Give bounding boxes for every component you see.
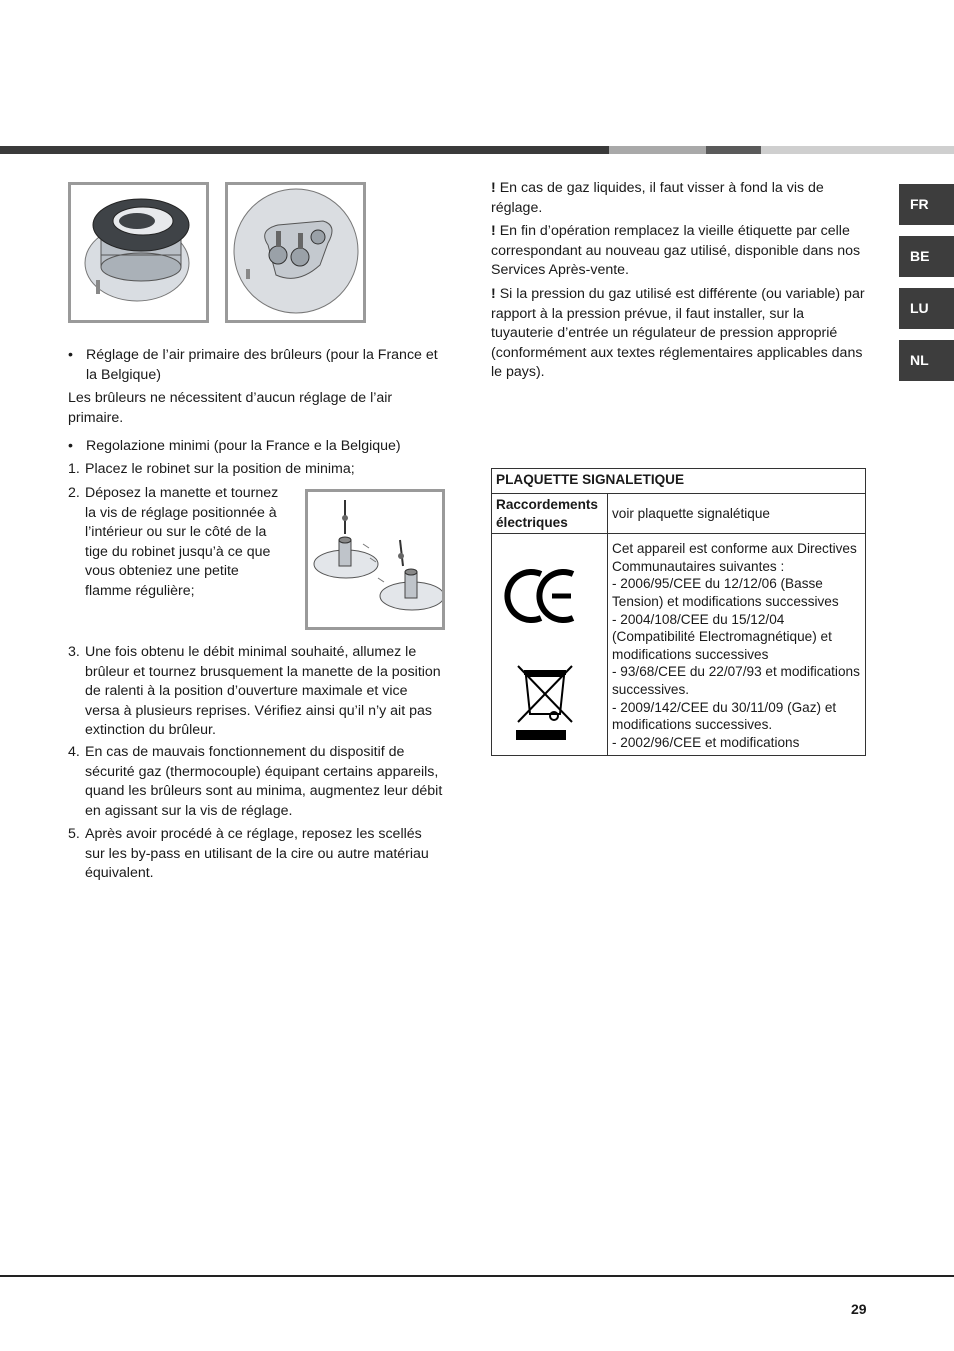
step-5-number: 5.	[68, 826, 80, 842]
table-title: PLAQUETTE SIGNALETIQUE	[492, 469, 866, 494]
lang-tab-fr[interactable]: FR	[899, 184, 954, 225]
step-3-text: Une fois obtenu le débit minimal souhaité, allumez le brûleur et tournez brusquement la manette de la position de ralenti à la position d’ouverture maximale et vice versa à plusieurs reprises. Vérifiez ainsi qu’il n’y ait pas extinction du brûleur.	[85, 644, 441, 738]
directive-item: - 2006/95/CEE du 12/12/06 (Basse Tension) et modifications successives	[612, 576, 839, 609]
warning-mark: !	[491, 180, 496, 196]
note-liquid-gas	[491, 179, 867, 218]
lang-tab-lu[interactable]: LU	[899, 288, 954, 329]
step-1-number: 1.	[68, 461, 80, 477]
ce-mark-icon	[496, 536, 603, 748]
step-2-number: 2.	[68, 485, 80, 501]
step-5-text: Après avoir procédé à ce réglage, reposez les scellés sur les by-pass en utilisant de la cire ou autre matériau équivalent.	[85, 826, 429, 881]
note-label	[491, 222, 867, 281]
weee-bin-icon	[516, 666, 572, 740]
step-4-text: En cas de mauvais fonctionnement du dispositif de sécurité gaz (thermocouple) équipant certains appareils, quand les brûleurs sont au minima, augmentez leur débit en agissant sur la vis de réglage.	[85, 744, 443, 819]
para-no-adjust: Les brûleurs ne nécessitent d’aucun réglage de l’air primaire.	[68, 390, 393, 426]
directive-item: - 2009/142/CEE du 30/11/09 (Gaz) et modifications successives.	[612, 699, 837, 733]
rating-plate-table	[491, 468, 866, 756]
note-pressure-text: Si la pression du gaz utilisé est différente (ou variable) par rapport à la pression prévue, il faut installer, sur la tuyauterie d’entrée un régulateur de pression approprié (conformément aux textes réglementaires applicables dans le pays).	[491, 286, 865, 380]
page-number: 29	[851, 1301, 867, 1317]
lang-tab-be[interactable]: BE	[899, 236, 954, 277]
warning-mark: !	[491, 223, 496, 239]
step-1	[68, 460, 444, 480]
bullet-minimi: • Regolazione minimi (pour la France e la Belgique)	[68, 437, 444, 457]
step-3	[68, 643, 444, 741]
step-5	[68, 825, 444, 884]
burner-illustration	[68, 182, 209, 323]
valve-adjustment-illustration	[305, 489, 445, 630]
directive-item: - 93/68/CEE du 22/07/93 et modifications successives.	[612, 664, 860, 697]
bullet-air-primaire: • Réglage de l’air primaire des brûleurs (pour la France et la Belgique)	[68, 346, 444, 385]
symbols-cell	[492, 534, 608, 756]
step-2-text: Déposez la manette et tournez la vis de réglage positionnée à l’intérieur ou sur le côté de la tige du robinet jusqu’à ce que vous obteniez une petite flamme régulière;	[85, 485, 279, 599]
note-label-text: En fin d’opération remplacez la vieille étiquette par celle correspondant au nouveau gaz utilisé, disponible dans nos Services Après-vente.	[491, 223, 861, 278]
step-3-number: 3.	[68, 644, 80, 660]
step-1-text: Placez le robinet sur la position de minima;	[85, 461, 355, 477]
electrical-connections-value: voir plaquette signalétique	[608, 494, 866, 534]
directive-item: - 2004/108/CEE du 15/12/04 (Compatibilité Electromagnétique) et modifications successives	[612, 611, 832, 662]
step-2	[68, 484, 286, 601]
directive-item: - 2002/96/CEE et modifications	[612, 734, 800, 750]
directives-cell	[608, 534, 866, 756]
step-4	[68, 743, 444, 821]
hob-injectors-illustration	[225, 182, 366, 323]
note-liquid-gas-text: En cas de gaz liquides, il faut visser à fond la vis de réglage.	[491, 180, 824, 216]
step-4-number: 4.	[68, 744, 80, 760]
bullet-air-primaire-text: Réglage de l’air primaire des brûleurs (pour la France et la Belgique)	[86, 347, 438, 383]
directives-intro: Cet appareil est conforme aux Directives Communautaires suivantes :	[612, 541, 857, 574]
bullet-minimi-text: Regolazione minimi (pour la France e la Belgique)	[86, 438, 401, 454]
bottom-rule	[0, 1275, 954, 1277]
electrical-connections-label: Raccordements électriques	[492, 494, 608, 534]
warning-mark: !	[491, 286, 496, 302]
note-pressure	[491, 285, 867, 383]
lang-tab-nl[interactable]: NL	[899, 340, 954, 381]
